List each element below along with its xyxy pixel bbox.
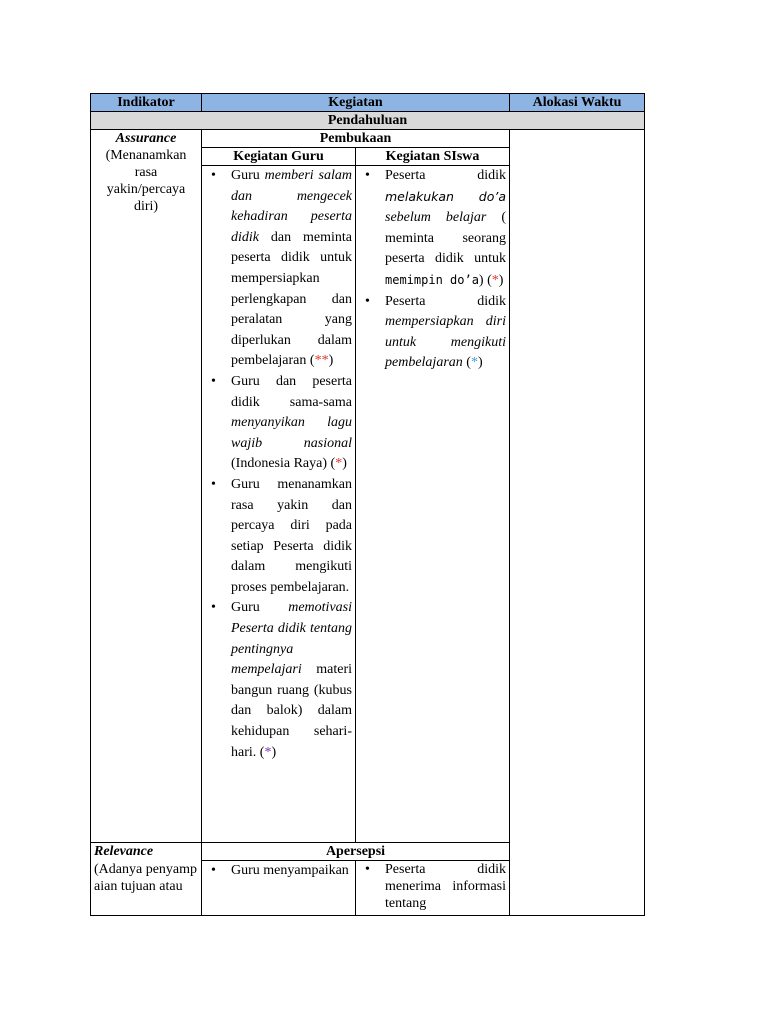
col-kegiatan-siswa: Kegiatan SIswa	[356, 148, 510, 166]
list-item: • Guru dan peserta didik sama-sama menyanyikan lagu wajib nasional (Indonesia Raya) (*)	[205, 372, 352, 475]
indicator-cell-assurance	[91, 130, 202, 843]
header-indikator: Indikator	[91, 94, 202, 112]
header-kegiatan: Kegiatan	[202, 94, 510, 112]
section-row	[91, 112, 645, 130]
list-item: • Peserta didik menerima informasi tentang	[359, 861, 506, 912]
header-row	[91, 94, 645, 112]
indicator-label: Relevance	[94, 844, 154, 859]
indicator-description: (Menanamkan rasa yakin/percaya diri)	[105, 148, 187, 214]
row-assurance	[91, 130, 645, 148]
subsection-apersepsi: Apersepsi	[202, 843, 510, 861]
marker-star: *	[264, 744, 272, 760]
indicator-label: Assurance	[115, 131, 177, 146]
lesson-plan-table	[90, 93, 645, 916]
list-item: • Peserta didik mempersiapkan diri untuk mengikuti pembelajaran (*)	[359, 292, 506, 374]
marker-star: *	[470, 355, 478, 371]
rpp-document	[90, 93, 644, 916]
list-item: • Guru memotivasi Peserta didik tentang pentingnya mempelajari materi bangun ruang (kubus dan balok) dalam kehidupan sehari-hari. (*)	[205, 598, 352, 763]
list-item: • Guru menyampaikan	[205, 861, 352, 882]
subsection-pembukaan: Pembukaan	[202, 130, 510, 148]
indicator-description-cell	[91, 861, 202, 916]
indicator-cell-relevance	[91, 843, 202, 861]
indicator-description: (Adanya penyamp aian tujuan atau	[94, 861, 198, 894]
guru-activities	[202, 166, 356, 843]
siswa-activities	[356, 861, 510, 916]
header-alokasi-waktu: Alokasi Waktu	[510, 94, 645, 112]
marker-double-star: **	[314, 353, 329, 369]
list-item: • Peserta didik melakukan do’a sebelum belajar ( meminta seorang peserta didik untuk memimpin do’a) (*)	[359, 166, 506, 292]
marker-star: *	[335, 456, 343, 472]
marker-star: *	[491, 272, 499, 288]
col-kegiatan-guru: Kegiatan Guru	[202, 148, 356, 166]
section-pendahuluan: Pendahuluan	[91, 112, 645, 130]
guru-activities	[202, 861, 356, 916]
siswa-activities	[356, 166, 510, 843]
list-item: • Guru memberi salam dan mengecek kehadiran peserta didik dan meminta peserta didik untuk mempersiapkan perlengkapan dan peralatan yang diperlukan dalam pembelajaran (**)	[205, 166, 352, 372]
alokasi-waktu-cell	[510, 130, 645, 916]
list-item: • Guru menanamkan rasa yakin dan percaya diri pada setiap Peserta didik dalam mengikuti proses pembelajaran.	[205, 475, 352, 599]
